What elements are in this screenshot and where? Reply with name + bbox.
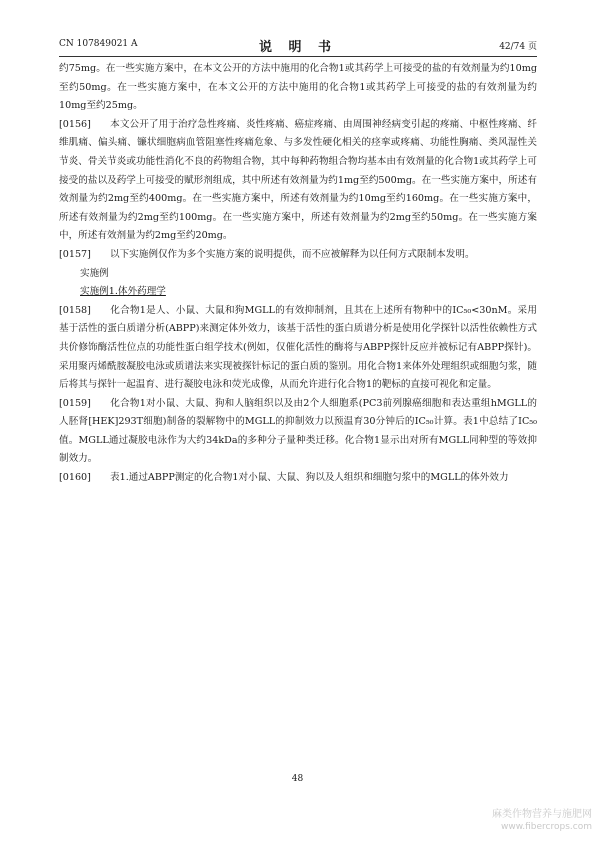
paragraph-text: 化合物1对小鼠、大鼠、狗和人脑组织以及由2个人细胞系(PC3前列腺癌细胞和表达重组hMGLL的人胚肾[HEK]293T细胞)制备的裂解物中的MGLL的抑制效力以预温育30分钟后的IC₅₀计算。表1中总结了IC₅₀值。MGLL通过凝胶电泳作为大约34kDa的多种分子量种类迁移。化合物1显示出对所有MGLL同种型的等效抑制效力。 [59,397,537,465]
paragraph-text: 本文公开了用于治疗急性疼痛、炎性疼痛、癌症疼痛、由周围神经病变引起的疼痛、中枢性疼痛、纤维肌痛、偏头痛、镰状细胞病血管阻塞性疼痛危象、与多发性硬化相关的痉挛或疼痛、功能性胸痛、类风湿性关节炎、骨关节炎或功能性消化不良的药物组合物，其中每种药物组合物均基本由有效剂量的化合物1或其药学上可接受的盐以及药学上可接受的赋形剂组成，其中所述有效剂量为约1mg至约500mg。在一些实施方案中，所述有效剂量为约2mg至约400mg。在一些实施方案中，所述有效剂量为约10mg至约160mg。在一些实施方案中，所述有效剂量为约2mg至约100mg。在一些实施方案中，所述有效剂量为约2mg至约50mg。在一些实施方案中，所述有效剂量为约2mg至约20mg。 [59,118,537,242]
paragraph-text: 以下实施例仅作为多个实施方案的说明提供，而不应被解释为以任何方式限制本发明。 [110,248,475,260]
paragraph-0156 [59,116,537,246]
paragraph-number: [0158] [59,304,91,316]
paragraph-0158 [59,302,537,395]
page-header [59,36,537,54]
paragraph-text: 约75mg。在一些实施方案中，在本文公开的方法中施用的化合物1或其药学上可接受的盐的有效剂量为约10mg至约50mg。在一些实施方案中，在本文公开的方法中施用的化合物1或其药学上可接受的盐的有效剂量为约10mg至约25mg。 [59,63,537,112]
watermark-url: www.fibercrops.com [501,822,592,832]
paragraph-continued [59,60,537,116]
heading-text: 实施例1.体外药理学 [80,286,166,298]
section-heading-example-1 [59,283,537,302]
page-number: 48 [291,774,304,784]
header-divider [59,56,537,57]
paragraph-0157 [59,246,537,265]
page-indicator: 42/74 页 [499,42,537,52]
section-heading-examples: 实施例 [80,267,109,279]
paragraph-number: [0157] [59,248,91,260]
document-body [59,60,537,488]
document-title: 说 明 书 [258,40,338,55]
paragraph-0159 [59,395,537,469]
paragraph-text: 表1.通过ABPP测定的化合物1对小鼠、大鼠、狗以及人组织和细胞匀浆中的MGLL的体外效力 [110,472,509,484]
paragraph-number: [0160] [59,472,91,484]
patent-number: CN 107849021 A [59,39,138,49]
paragraph-number: [0156] [59,118,91,130]
watermark-name: 麻类作物营养与施肥网 [492,809,592,820]
paragraph-number: [0159] [59,397,91,409]
paragraph-0160 [59,469,537,488]
watermark [462,808,592,833]
paragraph-text: 化合物1是人、小鼠、大鼠和狗MGLL的有效抑制剂，且其在上述所有物种中的IC₅₀<30nM。采用基于活性的蛋白质谱分析(ABPP)来测定体外效力，该基于活性的蛋白质谱分析是使用化学探针以活性依赖性方式共价修饰酶活性位点的功能性蛋白组学技术(例如，仅催化活性的酶将与ABPP探针反应并被标记有ABPP探针)。采用聚丙烯酰胺凝胶电泳或质谱法来实现被探针标记的蛋白质的鉴别。用化合物1来体外处理组织或细胞匀浆，随后将其与探针一起温育、进行凝胶电泳和荧光成像，从而允许进行化合物1的靶标的直接可视化和定量。 [59,304,537,391]
